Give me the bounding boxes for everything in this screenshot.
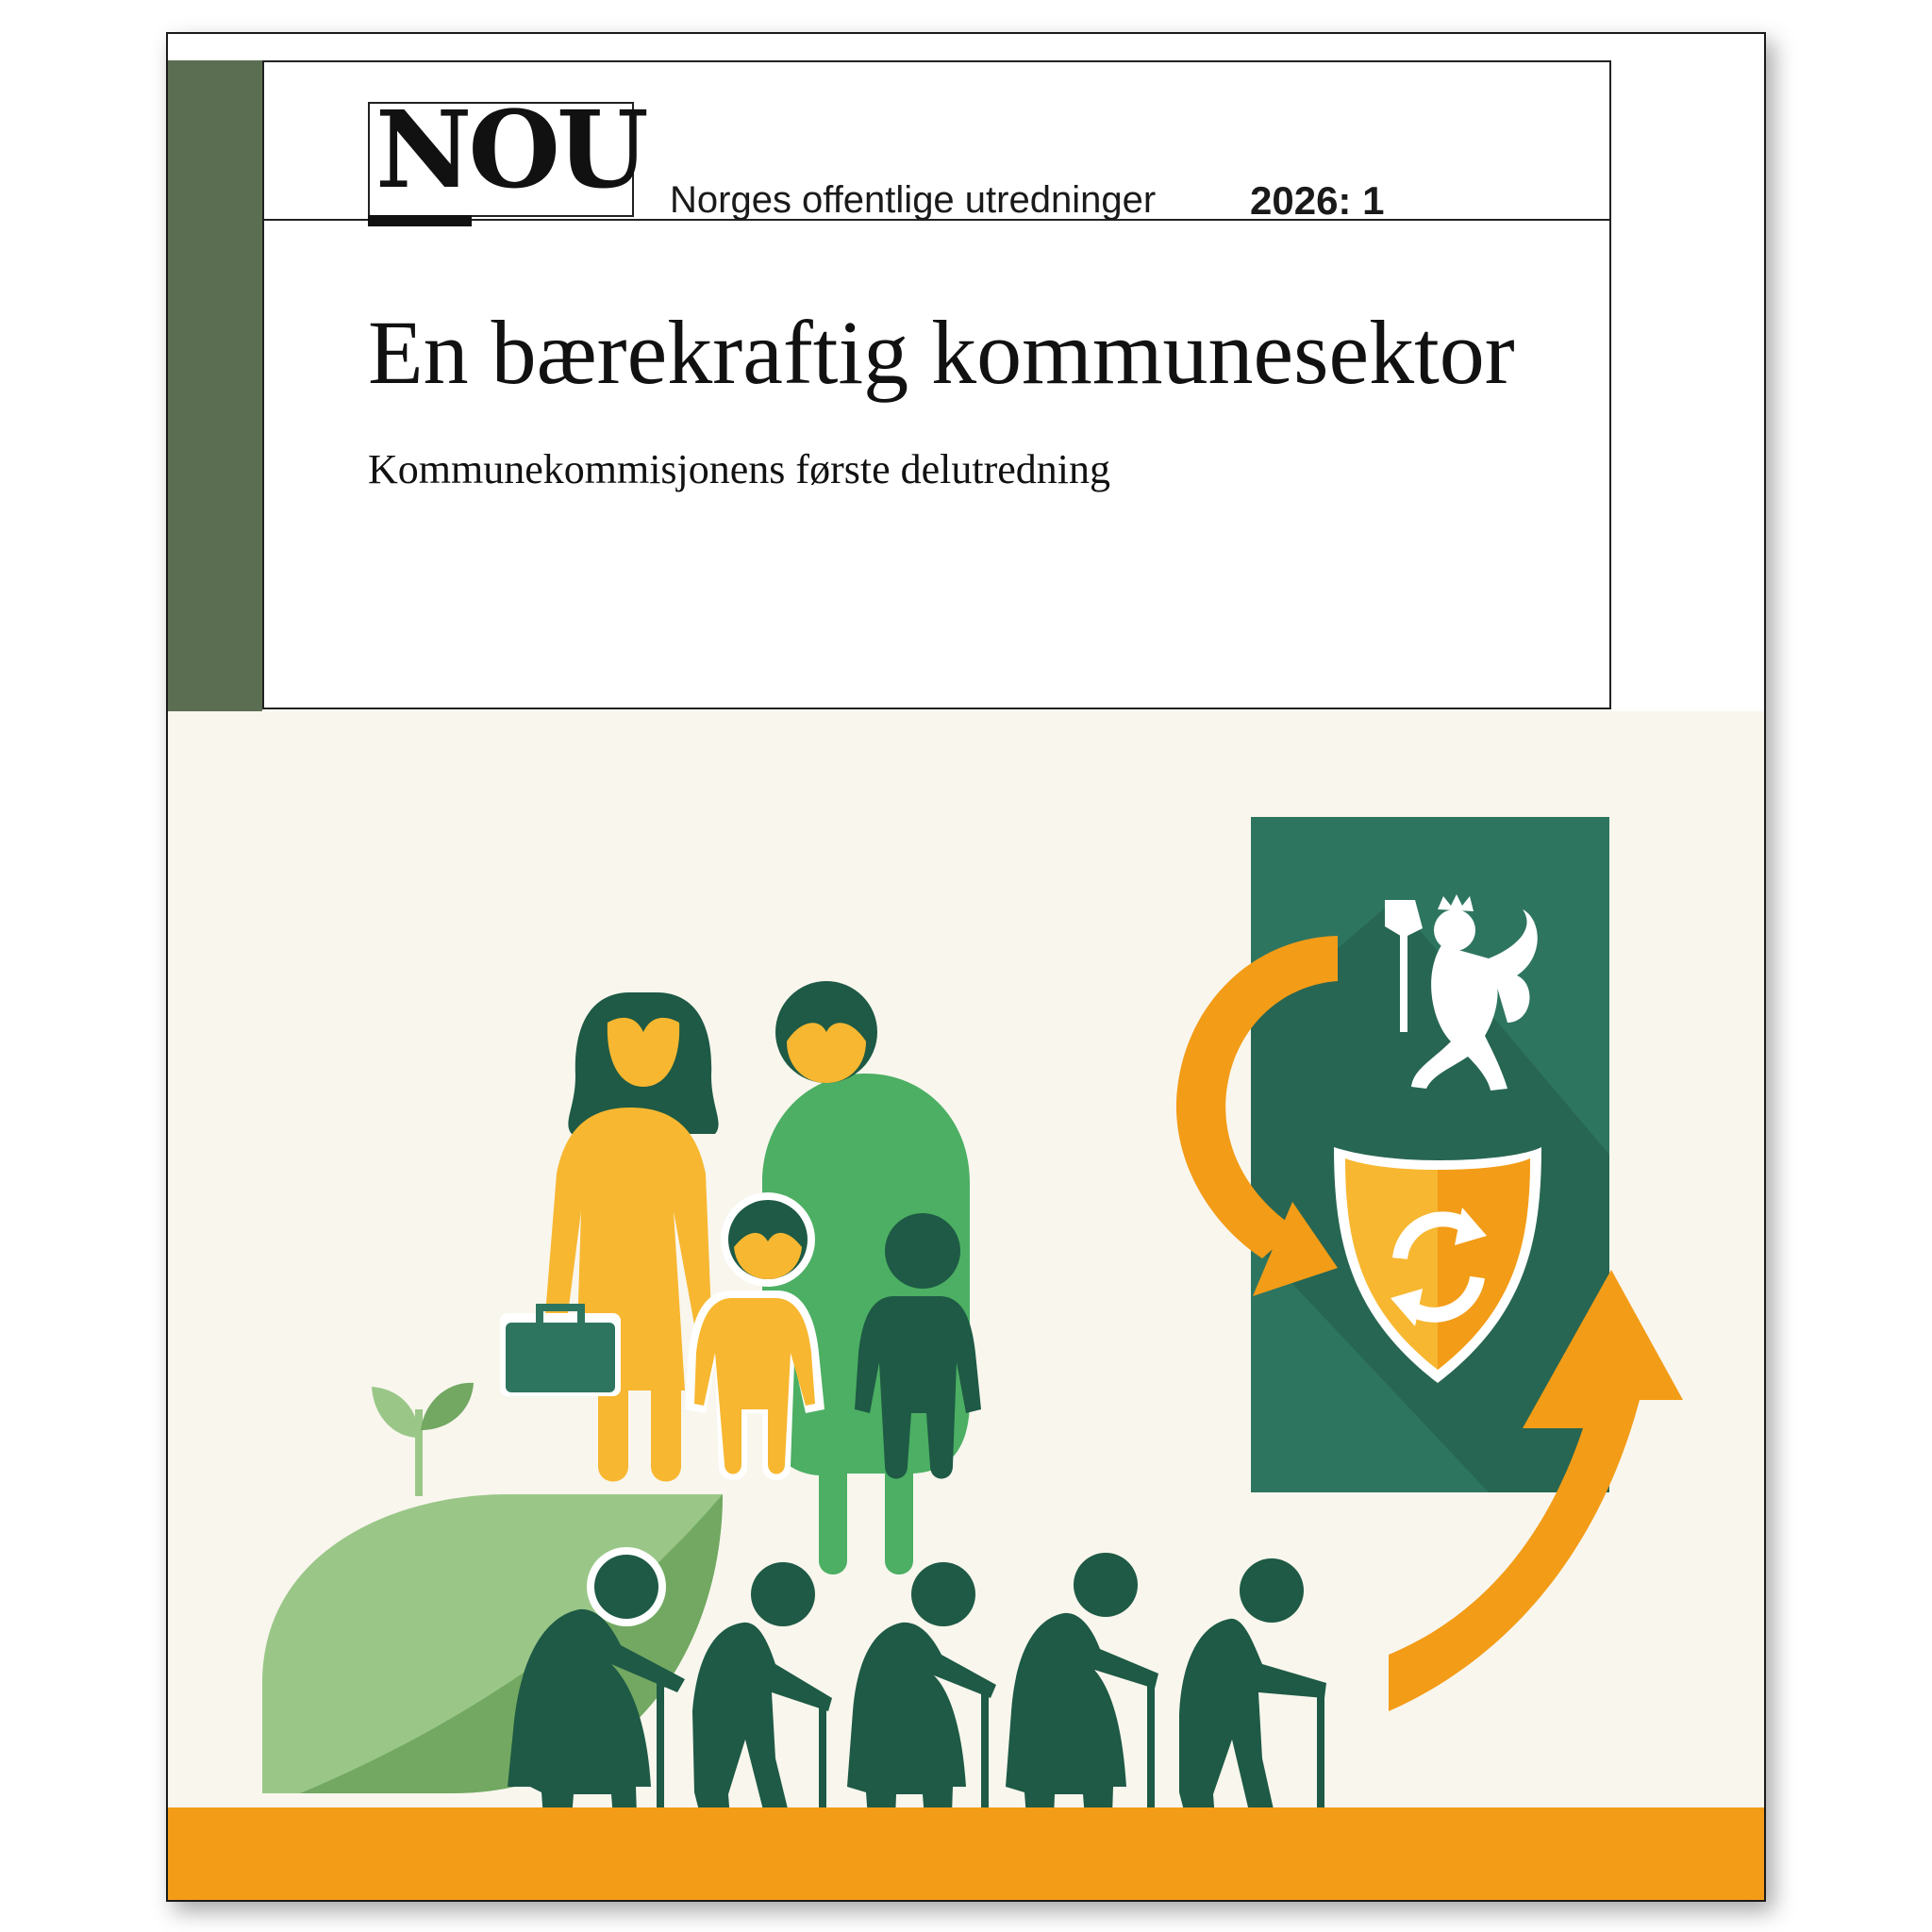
- cover-spine: [168, 60, 262, 711]
- bottom-orange-bar: [168, 1807, 1764, 1900]
- cover-header: [262, 60, 1611, 709]
- document-subtitle: Kommunekommisjonens første delutredning: [368, 446, 1110, 492]
- cover-illustration: [168, 711, 1764, 1839]
- series-name: Norges offentlige utredninger: [670, 179, 1157, 221]
- document-title: En bærekraftig kommunesektor: [368, 302, 1515, 403]
- nou-logo: [368, 89, 645, 217]
- nou-cover: [166, 32, 1766, 1902]
- report-number: 2026: 1: [1250, 178, 1385, 223]
- nou-logo-bar: [368, 215, 472, 226]
- nou-logo-text: NOU: [375, 89, 645, 212]
- illustration-svg: [168, 711, 1764, 1839]
- elderly-people-icon: [508, 1547, 1326, 1839]
- family-icon: [500, 981, 981, 1574]
